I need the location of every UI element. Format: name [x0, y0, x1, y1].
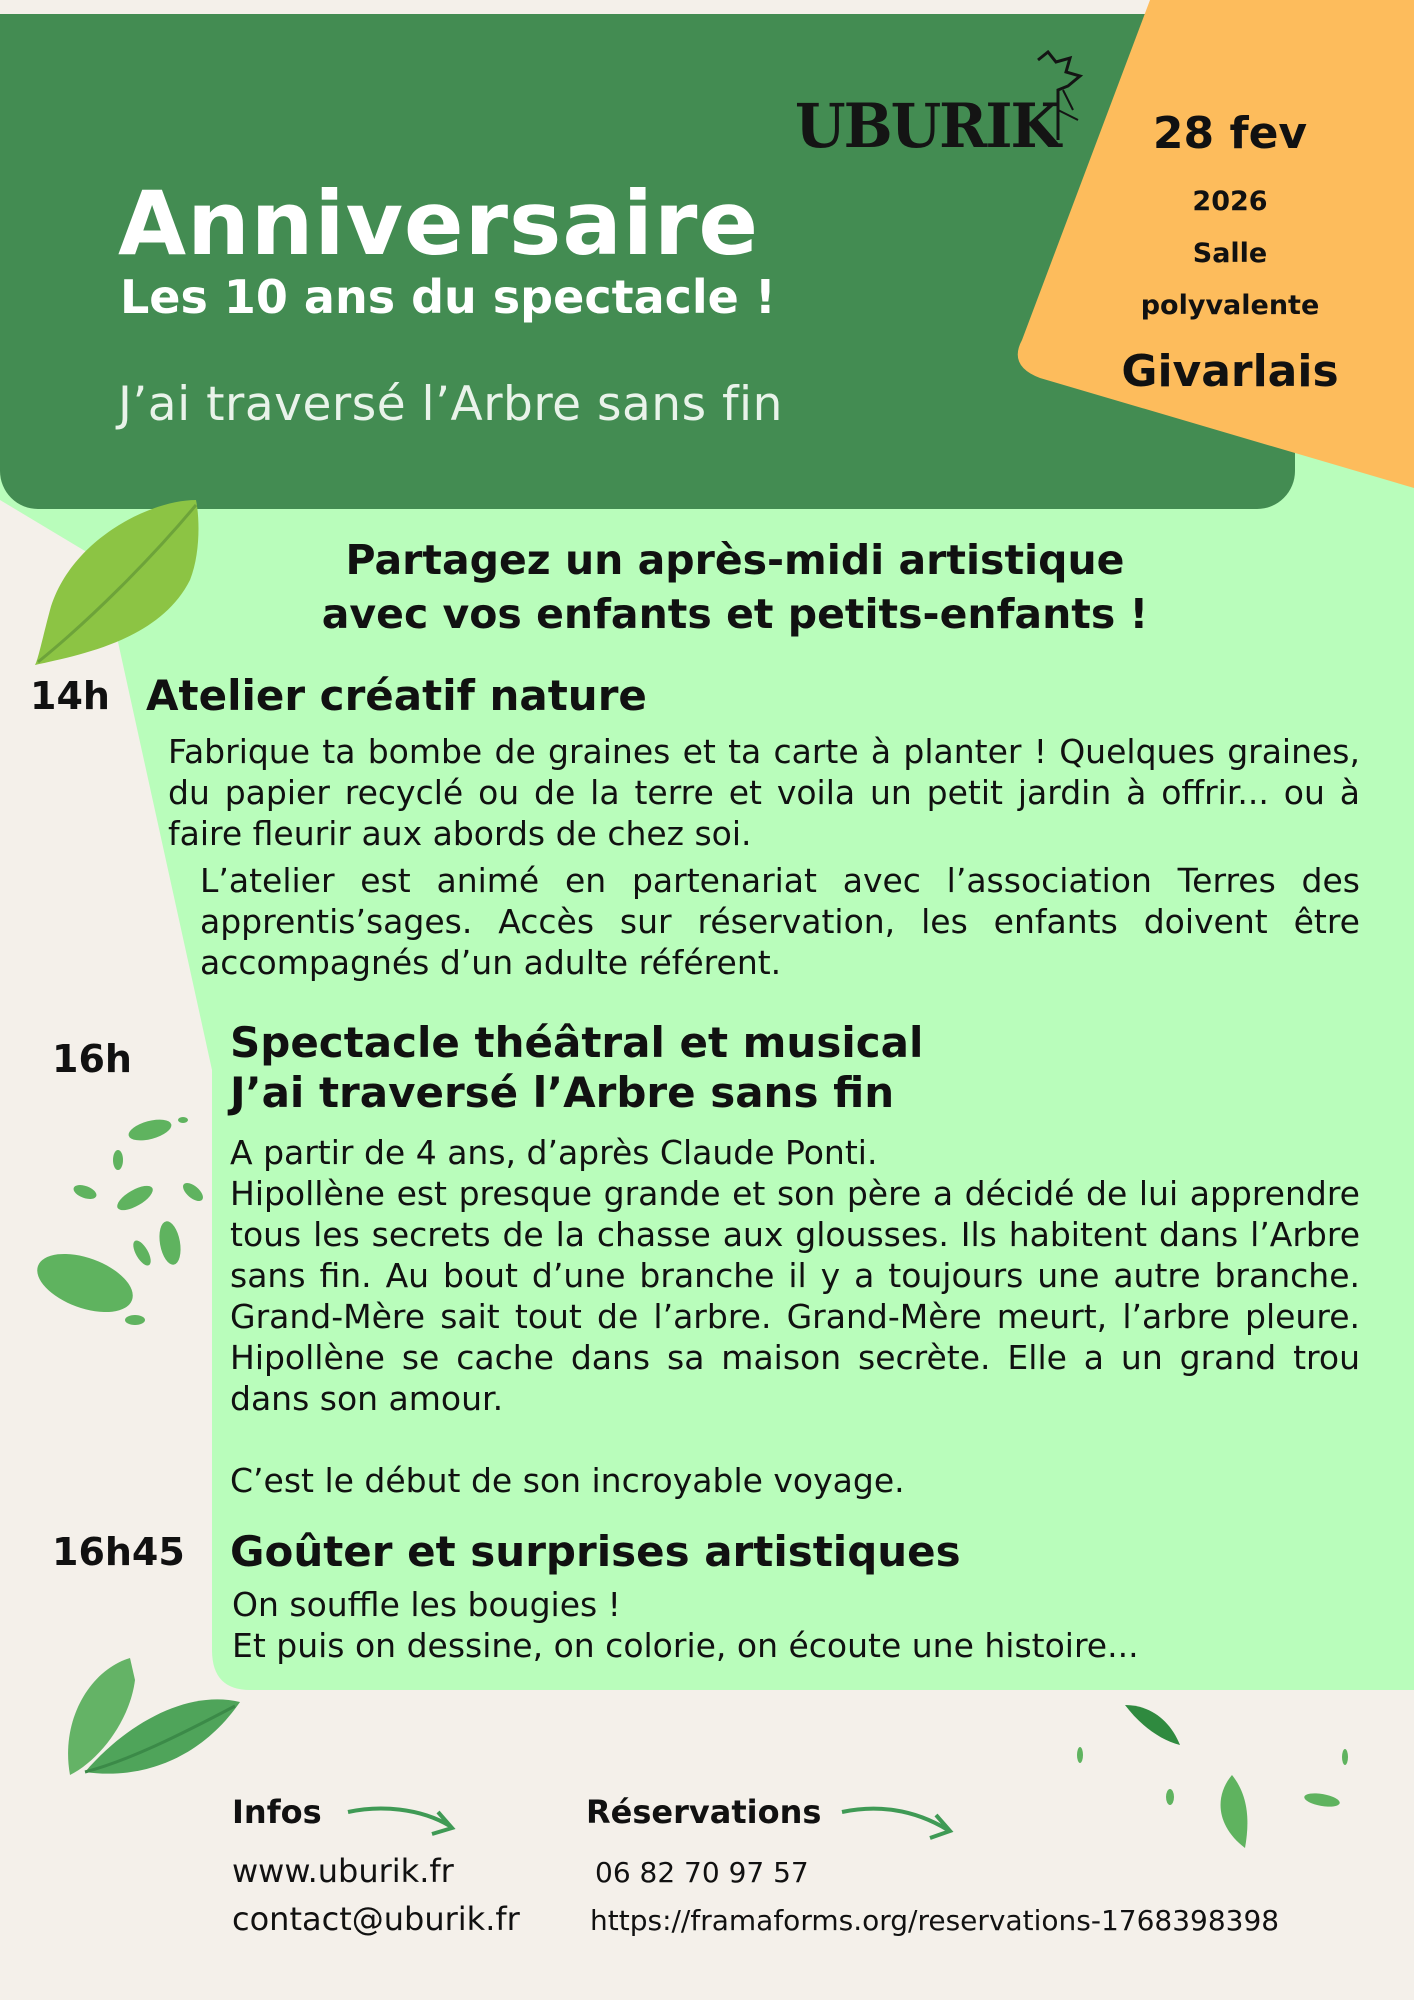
section-title-atelier: Atelier créatif nature [146, 671, 647, 720]
leaf-icon [29, 1116, 206, 1325]
infos-label: Infos [232, 1793, 322, 1831]
venue-line-1: Salle [1192, 238, 1268, 269]
spectacle-closing: C’est le début de son incroyable voyage. [230, 1461, 905, 1500]
section-title-gouter: Goûter et surprises artistiques [230, 1527, 961, 1576]
time-14h: 14h [30, 674, 110, 718]
arrow-icon [348, 1809, 450, 1826]
reservations-label: Réservations [586, 1793, 822, 1831]
page-subtitle: Les 10 ans du spectacle ! [120, 270, 776, 324]
section-title-spectacle: Spectacle théâtral et musical [230, 1018, 924, 1067]
leaf-icon [68, 1658, 240, 1775]
venue-line-2: polyvalente [1140, 290, 1320, 321]
website-link[interactable]: www.uburik.fr [232, 1852, 454, 1890]
arrow-icon [842, 1809, 948, 1830]
uburik-logo: UBURIK [795, 90, 1059, 162]
page-title: Anniversaire [118, 172, 760, 275]
leaf-icon [35, 500, 198, 665]
logo-figure-icon [1008, 50, 1093, 190]
section-subtitle-show: J’ai traversé l’Arbre sans fin [230, 1068, 895, 1117]
gouter-line-2: Et puis on dessine, on colorie, on écoute une histoire... [232, 1626, 1139, 1665]
intro-line-2: avec vos enfants et petits-enfants ! [321, 590, 1149, 638]
phone-number[interactable]: 06 82 70 97 57 [595, 1856, 809, 1889]
intro-line-1: Partagez un après-midi artistique [345, 536, 1125, 584]
atelier-partnership: L’atelier est animé en partenariat avec l’association Terres des apprentis’sages. Accès sur réservation, les enfants doivent être accompagnés d’un adulte référent. [200, 861, 1360, 982]
event-year: 2026 [1192, 186, 1268, 217]
leaf-icon [1077, 1705, 1348, 1848]
spectacle-age: A partir de 4 ans, d’après Claude Ponti. [230, 1133, 878, 1172]
event-date: 28 fev [1152, 108, 1308, 159]
time-16h: 16h [52, 1037, 132, 1081]
time-16h45: 16h45 [52, 1530, 185, 1574]
email-link[interactable]: contact@uburik.fr [232, 1900, 520, 1938]
show-name: J’ai traversé l’Arbre sans fin [118, 377, 783, 432]
intro-text [180, 533, 1290, 641]
event-city: Givarlais [1121, 346, 1339, 397]
spectacle-synopsis: Hipollène est presque grande et son père a décidé de lui apprendre tous les secrets de la chasse aux glousses. Ils habitent dans l’Arbre sans fin. Au bout d’une branche il y a toujours une autre branche. Grand-Mère sait tout de l’arbre. Grand-Mère meurt, l’arbre pleure. Hipollène se cache dans sa maison secrète. Elle a un grand trou dans son amour. [230, 1174, 1360, 1418]
reservation-form-link[interactable]: https://framaforms.org/reservations-1768398398 [590, 1904, 1280, 1937]
atelier-description: Fabrique ta bombe de graines et ta carte à planter ! Quelques graines, du papier recyclé ou de la terre et voila un petit jardin à offrir... ou à faire fleurir aux abords de chez soi. [168, 732, 1360, 853]
gouter-line-1: On souffle les bougies ! [232, 1585, 621, 1624]
